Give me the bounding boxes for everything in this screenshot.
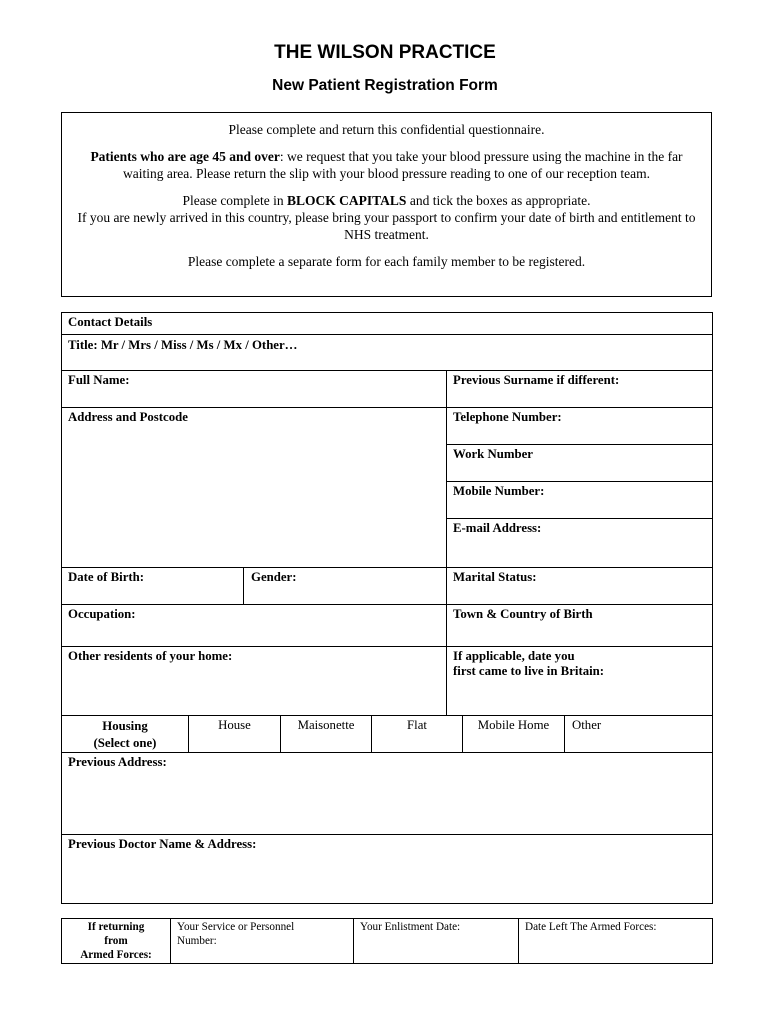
housing-option-flat[interactable]: Flat — [407, 718, 427, 732]
separate-form-notice: Please complete a separate form for each family member to be registered. — [187, 254, 586, 269]
occupation-field[interactable]: Occupation: — [68, 607, 136, 621]
previous-address-field[interactable]: Previous Address: — [68, 755, 167, 769]
blood-pressure-text: : we request that you take your blood pressure using the machine in the far waiting area. Please return the slip with your blood pressure reading to one of our reception team. — [122, 149, 683, 181]
title-field[interactable]: Title: Mr / Mrs / Miss / Ms / Mx / Other… — [68, 338, 298, 352]
housing-option-house[interactable]: House — [218, 718, 251, 732]
armed-forces-label-3: Armed Forces: — [80, 949, 152, 961]
housing-label: Housing — [102, 719, 148, 733]
housing-option-maisonette[interactable]: Maisonette — [297, 718, 355, 732]
email-address-field[interactable]: E-mail Address: — [453, 521, 542, 535]
date-left-armed-forces-field[interactable]: Date Left The Armed Forces: — [525, 921, 657, 933]
address-postcode-field[interactable]: Address and Postcode — [68, 410, 188, 424]
town-country-of-birth-field[interactable]: Town & Country of Birth — [453, 607, 593, 621]
date-of-birth-field[interactable]: Date of Birth: — [68, 570, 145, 584]
service-number-label-2: Number: — [177, 935, 217, 947]
instruction-line: Please complete and return this confidential questionnaire. — [228, 122, 545, 137]
block-capitals-bold: BLOCK CAPITALS — [287, 193, 407, 208]
enlistment-date-field[interactable]: Your Enlistment Date: — [360, 921, 461, 933]
previous-surname-field[interactable]: Previous Surname if different: — [453, 373, 620, 387]
housing-select-hint: (Select one) — [93, 736, 157, 750]
armed-forces-label-1: If returning — [87, 921, 145, 933]
gender-field[interactable]: Gender: — [251, 570, 297, 584]
service-number-label-1: Your Service or Personnel — [177, 921, 295, 933]
housing-option-mobile-home[interactable]: Mobile Home — [477, 718, 550, 732]
instructions-box — [61, 112, 712, 297]
form-title: New Patient Registration Form — [272, 77, 498, 94]
full-name-field[interactable]: Full Name: — [68, 373, 130, 387]
contact-details-heading: Contact Details — [68, 315, 153, 329]
blood-pressure-notice — [72, 148, 701, 182]
mobile-number-field[interactable]: Mobile Number: — [453, 484, 545, 498]
date-britain-label-2: first came to live in Britain: — [453, 664, 605, 678]
block-capitals-notice — [72, 192, 701, 209]
work-number-field[interactable]: Work Number — [453, 447, 533, 461]
date-britain-label-1: If applicable, date you — [453, 649, 575, 663]
armed-forces-label-2: from — [104, 935, 128, 947]
block-capitals-post: and tick the boxes as appropriate. — [406, 193, 591, 208]
housing-option-other[interactable]: Other — [572, 718, 602, 732]
practice-title: THE WILSON PRACTICE — [274, 42, 496, 63]
other-residents-field[interactable]: Other residents of your home: — [68, 649, 233, 663]
previous-doctor-field[interactable]: Previous Doctor Name & Address: — [68, 837, 257, 851]
block-capitals-pre: Please complete in — [182, 193, 288, 208]
telephone-number-field[interactable]: Telephone Number: — [453, 410, 562, 424]
blood-pressure-heading: Patients who are age 45 and over — [90, 149, 280, 164]
passport-notice: If you are newly arrived in this country, please bring your passport to confirm your date of birth and entitlement to NHS treatment. — [77, 210, 696, 242]
marital-status-field[interactable]: Marital Status: — [453, 570, 537, 584]
